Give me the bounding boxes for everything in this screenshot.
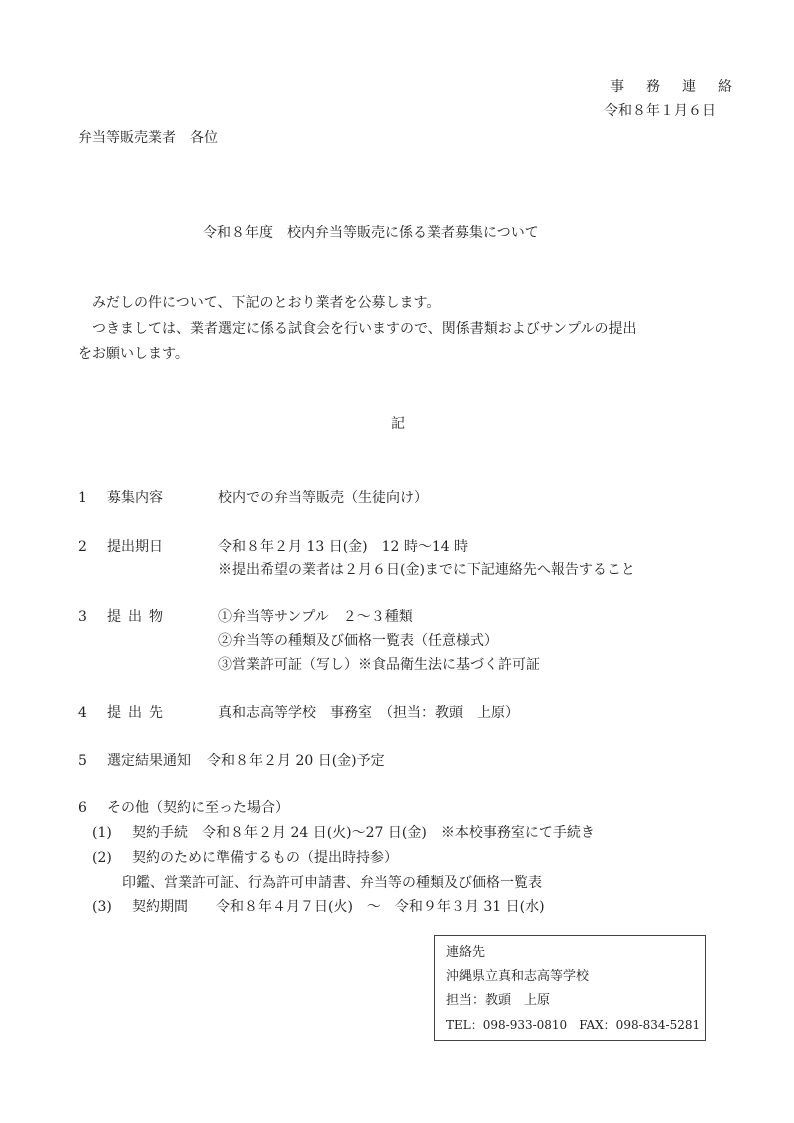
item-number: 1 — [78, 490, 87, 506]
body-paragraph-1: みだしの件について、下記のとおり業者を公募します。 — [78, 295, 441, 311]
item-label: 選定結果通知 — [107, 753, 191, 769]
ki-heading: 記 — [391, 416, 405, 432]
body-paragraph-2-continued: をお願いします。 — [78, 346, 189, 362]
item-value: ②弁当等の種類及び価格一覧表（任意様式） — [218, 633, 498, 649]
sub-item-text: 契約期間 令和８年４月７日(火) ～ 令和９年３月 31 日(水) — [132, 899, 545, 915]
item-label: 募集内容 — [107, 490, 163, 506]
document-type: 事務連絡 — [610, 79, 754, 95]
document-date: 令和８年１月６日 — [604, 103, 716, 119]
item-number: 5 — [78, 753, 87, 769]
contact-phone-fax: TEL：098-933-0810 FAX：098-834-5281 — [446, 1018, 701, 1032]
body-paragraph-2: つきましては、業者選定に係る試食会を行いますので、関係書類およびサンプルの提出 — [78, 321, 637, 337]
sub-item-text: 契約のために準備するもの（提出時持参） — [132, 850, 398, 866]
item-label: その他（契約に至った場合） — [107, 800, 289, 816]
item-number: 4 — [78, 705, 87, 721]
item-value: 真和志高等学校 事務室 （担当：教頭 上原） — [218, 705, 519, 721]
item-number: 2 — [78, 539, 87, 555]
addressee: 弁当等販売業者 各位 — [78, 130, 218, 146]
contact-person: 担当：教頭 上原 — [446, 993, 551, 1008]
item-label: 提出先 — [107, 705, 170, 721]
item-value: 令和８年２月 20 日(金)予定 — [207, 753, 385, 769]
document-title: 令和８年度 校内弁当等販売に係る業者募集について — [203, 225, 539, 241]
item-value: ①弁当等サンプル ２～３種類 — [218, 609, 413, 625]
contact-school: 沖縄県立真和志高等学校 — [446, 969, 590, 984]
item-number: 6 — [78, 800, 87, 816]
sub-item-number: (1) — [92, 825, 112, 841]
item-value: ③営業許可証（写し）※食品衛生法に基づく許可証 — [218, 657, 540, 673]
contact-heading: 連絡先 — [446, 945, 486, 960]
sub-item-number: (3) — [92, 899, 112, 915]
item-number: 3 — [78, 609, 87, 625]
item-label: 提出物 — [107, 609, 170, 625]
item-value: 校内での弁当等販売（生徒向け） — [218, 490, 428, 506]
item-value: 令和８年２月 13 日(金) 12 時～14 時 — [218, 539, 469, 555]
item-label: 提出期日 — [107, 539, 163, 555]
contact-box — [434, 935, 706, 1041]
item-note: ※提出希望の業者は２月６日(金)までに下記連絡先へ報告すること — [218, 562, 635, 578]
sub-item-detail: 印鑑、営業許可証、行為許可申請書、弁当等の種類及び価格一覧表 — [122, 875, 542, 891]
sub-item-number: (2) — [92, 850, 112, 866]
sub-item-text: 契約手続 令和８年２月 24 日(火)～27 日(金) ※本校事務室にて手続き — [132, 825, 595, 841]
